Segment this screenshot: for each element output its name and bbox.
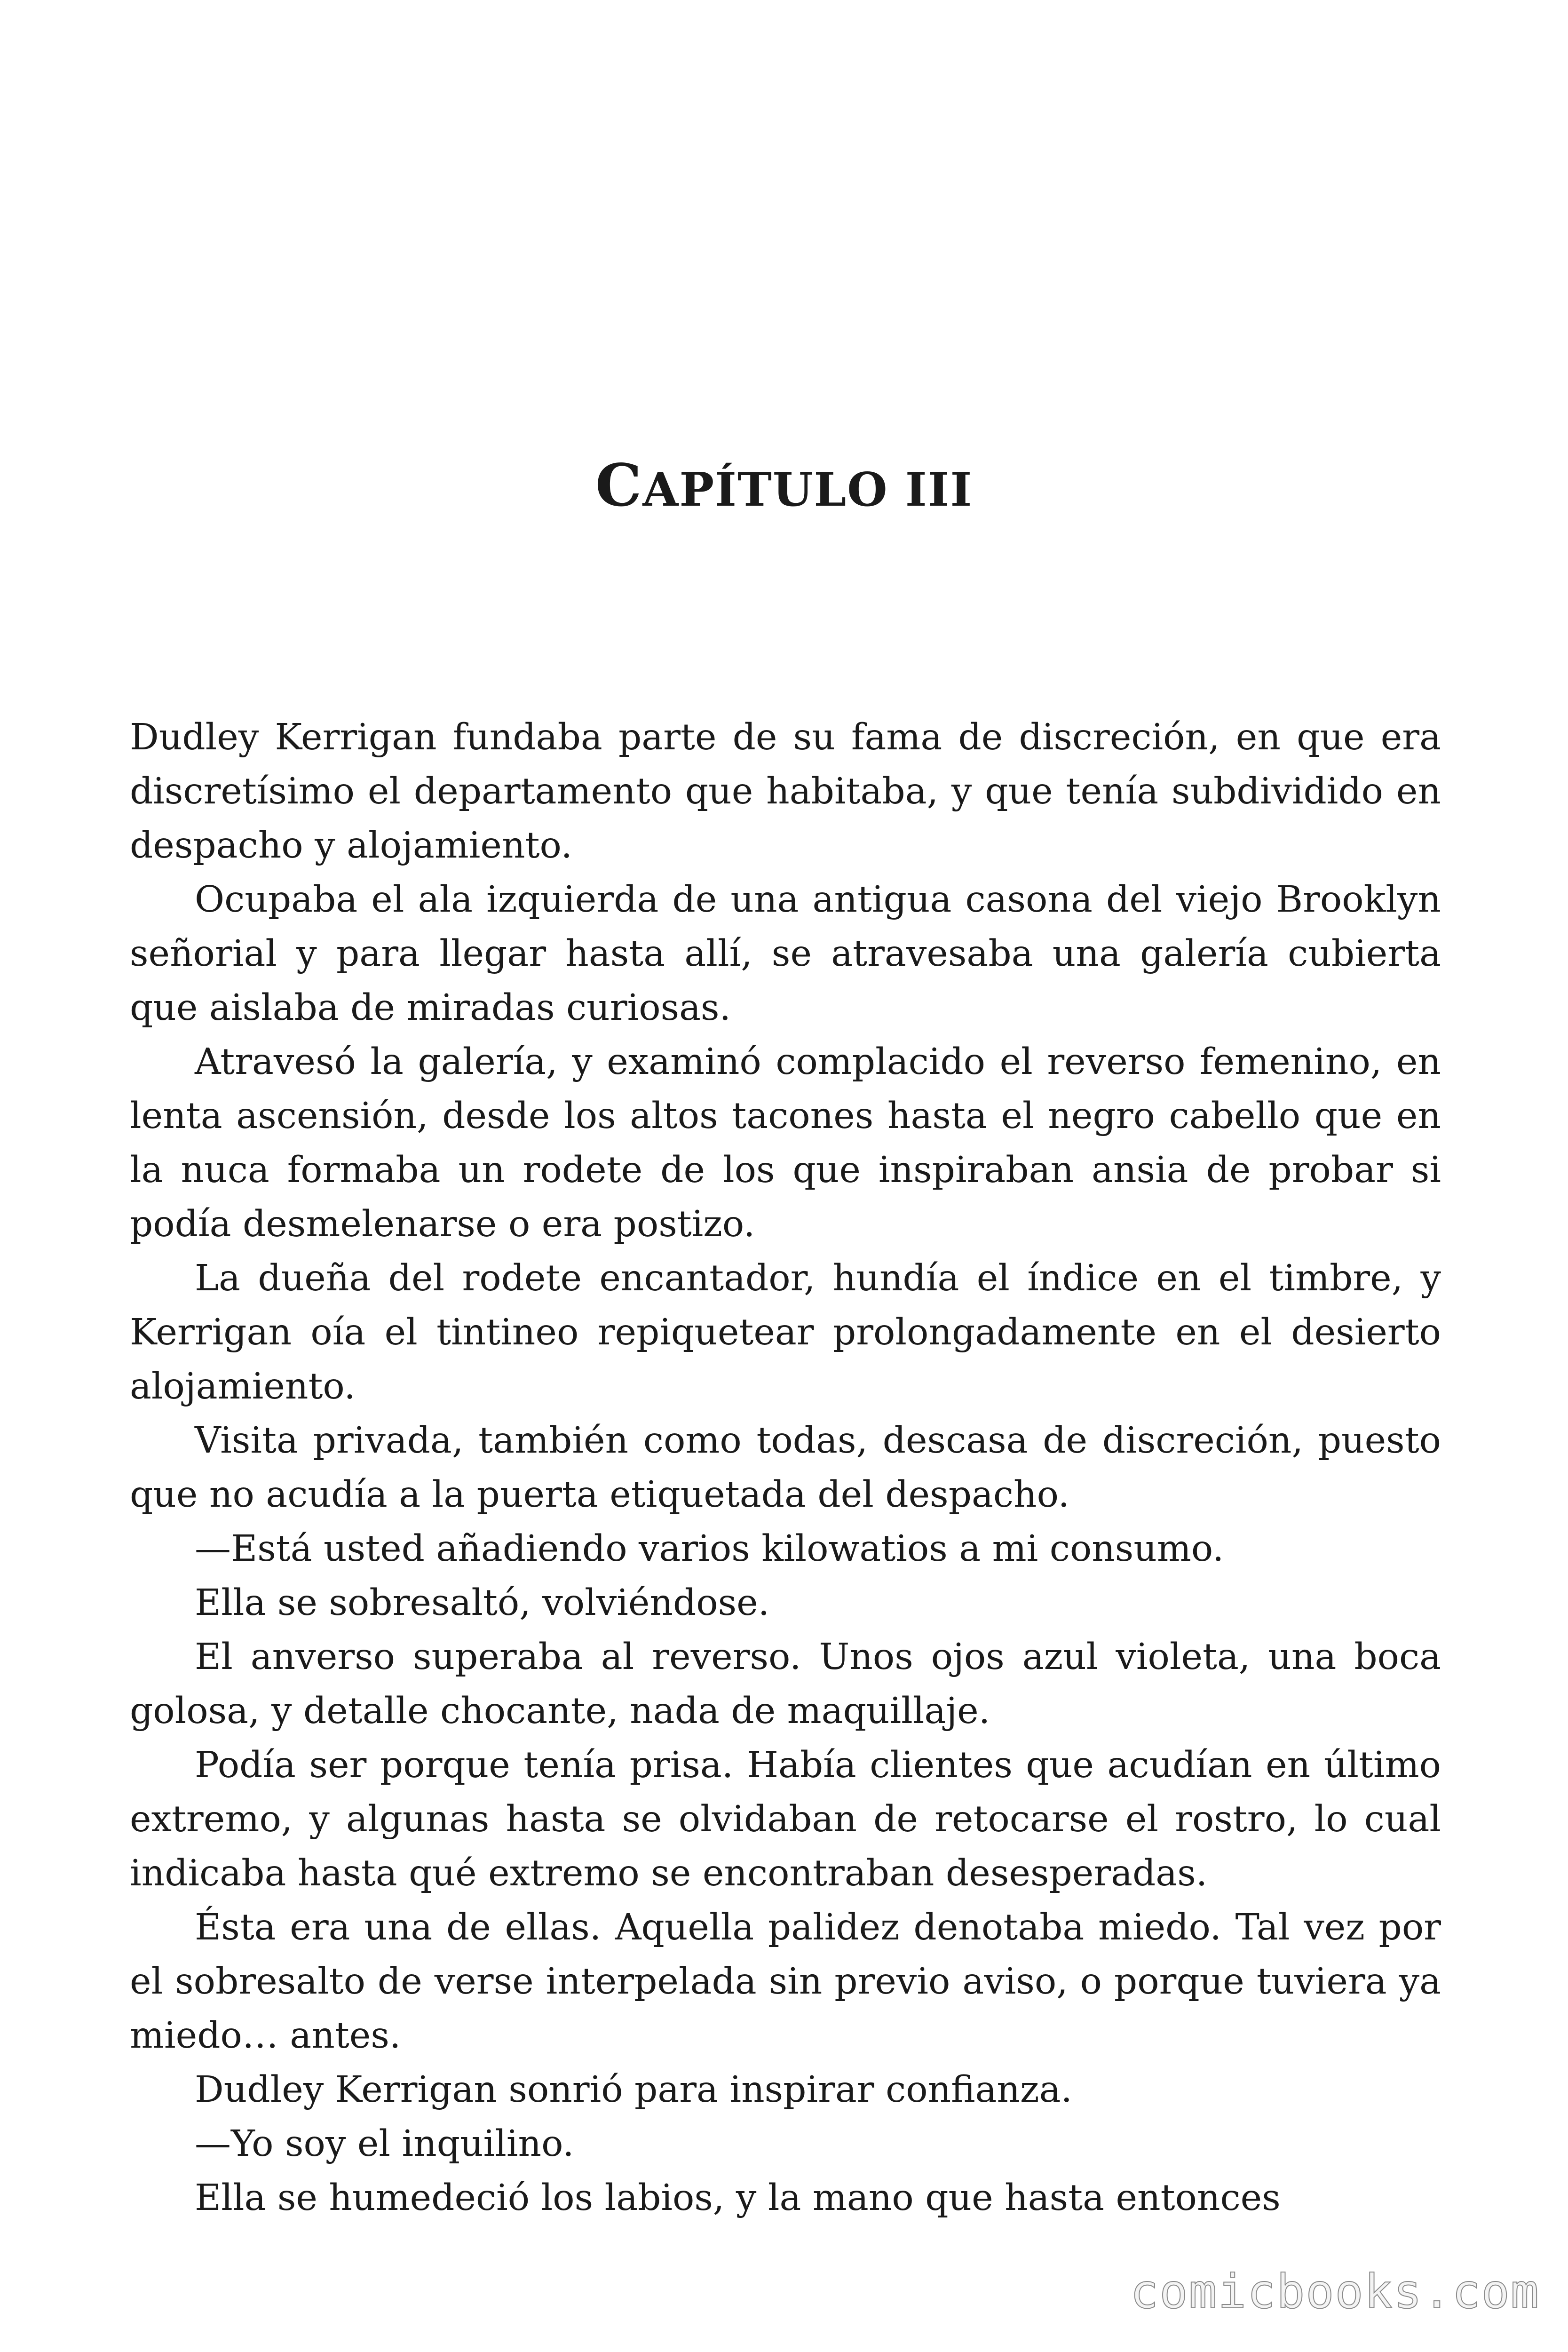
chapter-title	[0, 452, 1568, 520]
paragraph: Ella se sobresaltó, volviéndose.	[195, 1582, 770, 1624]
paragraph: —Yo soy el inquilino.	[195, 2123, 574, 2165]
paragraph: Dudley Kerrigan sonrió para inspirar confianza.	[195, 2069, 1072, 2111]
paragraph: —Está usted añadiendo varios kilowatios a mi consumo.	[195, 1528, 1224, 1570]
paragraph: La dueña del rodete encantador, hundía el índice en el timbre, y Kerrigan oía el tintineo repiquetear prolongadamente en el desierto alojamiento.	[130, 1257, 1441, 1407]
paragraph: Atravesó la galería, y examinó complacido el reverso femenino, en lenta ascensión, desde los altos tacones hasta el negro cabello que en la nuca formaba un rodete de los que inspiraban ansia de probar si podía desmelenarse o era postizo.	[130, 1041, 1441, 1245]
watermark: comicbooks.com	[1130, 2264, 1540, 2319]
body-text	[130, 710, 1441, 2225]
chapter-title-initial: C	[595, 452, 643, 520]
paragraph: Dudley Kerrigan fundaba parte de su fama de discreción, en que era discretísimo el departamento que habitaba, y que tenía subdividido en despacho y alojamiento.	[130, 716, 1441, 866]
paragraph: El anverso superaba al reverso. Unos ojos azul violeta, una boca golosa, y detalle chocante, nada de maquillaje.	[130, 1636, 1441, 1732]
paragraph: Ésta era una de ellas. Aquella palidez denotaba miedo. Tal vez por el sobresalto de verse interpelada sin previo aviso, o porque tuviera ya miedo… antes.	[130, 1907, 1441, 2057]
paragraph: Ella se humedeció los labios, y la mano que hasta entonces	[195, 2177, 1281, 2219]
paragraph: Visita privada, también como todas, descasa de discreción, puesto que no acudía a la puerta etiquetada del despacho.	[130, 1420, 1441, 1516]
paragraph: Ocupaba el ala izquierda de una antigua casona del viejo Brooklyn señorial y para llegar hasta allí, se atravesaba una galería cubierta que aislaba de miradas curiosas.	[130, 879, 1441, 1029]
paragraph: Podía ser porque tenía prisa. Había clientes que acudían en último extremo, y algunas hasta se olvidaban de retocarse el rostro, lo cual indicaba hasta qué extremo se encontraban desesperadas.	[130, 1744, 1441, 1894]
chapter-title-rest: APÍTULO III	[642, 463, 973, 517]
